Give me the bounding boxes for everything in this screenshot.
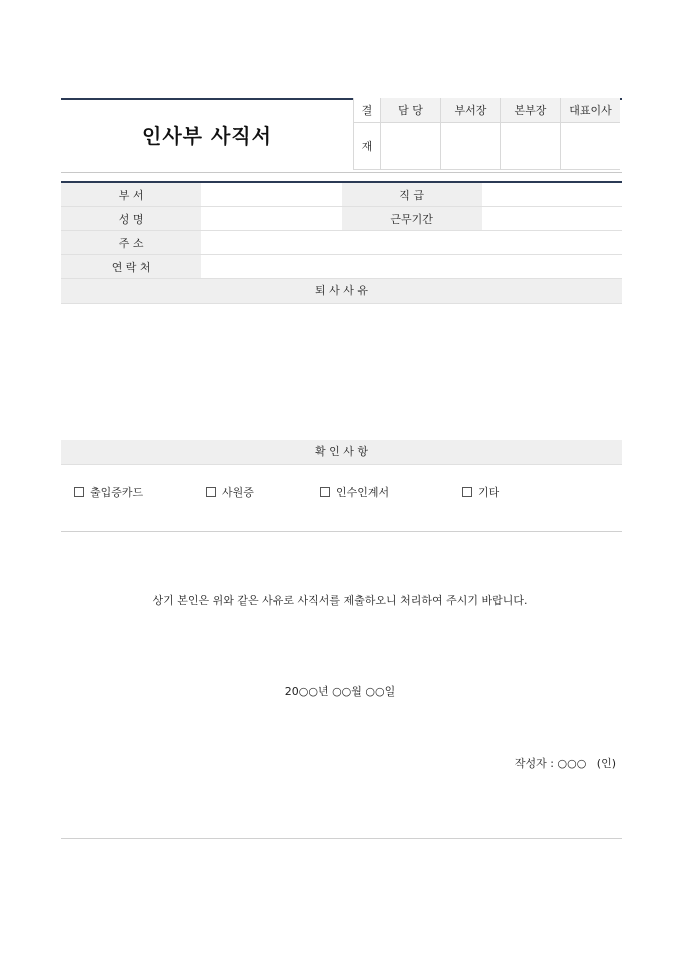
date-text: 20○○년 ○○월 ○○일 [284, 685, 396, 698]
checklist-item-other[interactable]: 기타 [462, 484, 499, 500]
approval-table [353, 98, 620, 170]
approval-sign-division-head[interactable] [501, 123, 561, 170]
checkbox-icon[interactable] [320, 487, 330, 497]
checklist-item-employee-id[interactable]: 사원증 [206, 484, 254, 500]
checkbox-icon[interactable] [462, 487, 472, 497]
tenure-label: 근무기간 [342, 207, 482, 231]
approval-role-staff: 담 당 [381, 98, 441, 123]
position-field[interactable] [482, 182, 622, 207]
approval-role-ceo: 대표이사 [561, 98, 621, 123]
contact-label: 연 락 처 [61, 255, 201, 279]
checklist [61, 484, 622, 506]
confirm-section-header: 확 인 사 항 [61, 440, 622, 465]
approval-role-dept-head: 부서장 [441, 98, 501, 123]
divider [61, 531, 622, 532]
approval-label-bottom: 재 [354, 123, 381, 170]
checklist-item-access-card[interactable]: 출입증카드 [74, 484, 143, 500]
dept-label: 부 서 [61, 182, 201, 207]
address-field[interactable] [201, 231, 622, 255]
tenure-field[interactable] [482, 207, 622, 231]
checkbox-icon[interactable] [206, 487, 216, 497]
approval-role-division-head: 본부장 [501, 98, 561, 123]
dept-field[interactable] [201, 182, 341, 207]
document-title: 인사부 사직서 [142, 123, 272, 148]
position-label: 직 급 [342, 182, 482, 207]
checklist-item-handover[interactable]: 인수인계서 [320, 484, 389, 500]
address-label: 주 소 [61, 231, 201, 255]
reason-section-header: 퇴 사 사 유 [61, 279, 622, 304]
name-field[interactable] [201, 207, 341, 231]
approval-sign-staff[interactable] [381, 123, 441, 170]
approval-sign-dept-head[interactable] [441, 123, 501, 170]
contact-field[interactable] [201, 255, 622, 279]
statement-text: 상기 본인은 위와 같은 사유로 사직서를 제출하오니 처리하여 주시기 바랍니다. [152, 594, 528, 607]
bottom-divider [61, 838, 622, 839]
info-table [61, 181, 622, 465]
name-label: 성 명 [61, 207, 201, 231]
writer-signature: 작성자 : ○○○ (인) [514, 757, 616, 770]
checkbox-icon[interactable] [74, 487, 84, 497]
approval-label-top: 결 [354, 98, 381, 123]
approval-sign-ceo[interactable] [561, 123, 621, 170]
reason-field[interactable] [61, 304, 622, 441]
